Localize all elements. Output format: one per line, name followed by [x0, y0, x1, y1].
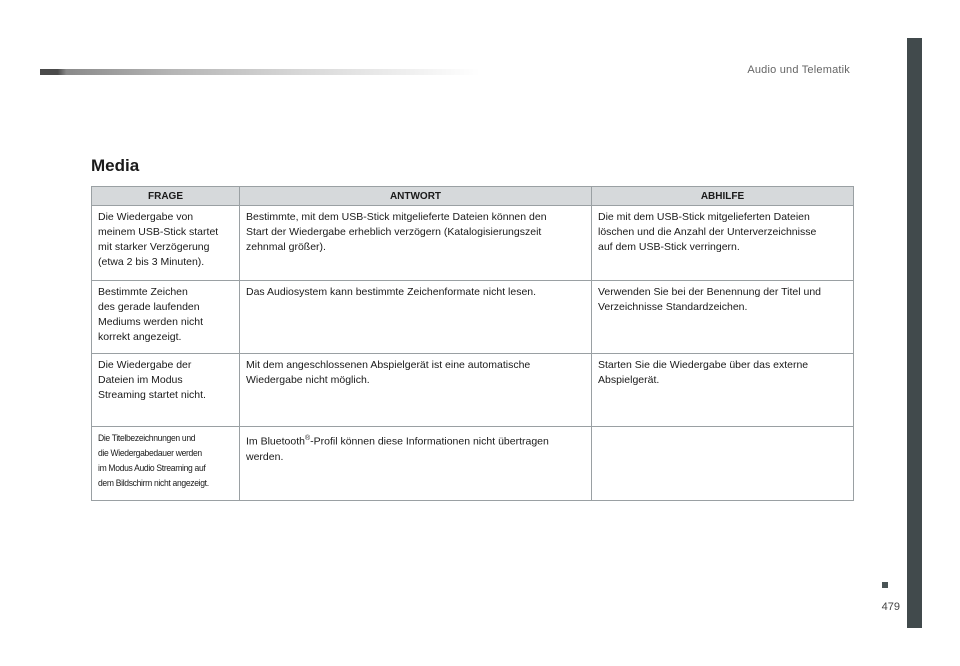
cell-line: des gerade laufenden	[98, 301, 200, 313]
cell-line: Verwenden Sie bei der Benennung der Titel und	[598, 286, 821, 298]
cell-line: Streaming startet nicht.	[98, 389, 206, 401]
cell-line: im Modus Audio Streaming auf	[98, 463, 206, 473]
registered-mark: ®	[304, 435, 311, 442]
cell-antwort	[240, 427, 592, 501]
cell-line: löschen und die Anzahl der Unterverzeichnisse	[598, 226, 817, 238]
cell-line: Die mit dem USB-Stick mitgelieferten Dateien	[598, 211, 810, 223]
cell-line: Starten Sie die Wiedergabe über das externe	[598, 359, 809, 371]
cell-line: Dateien im Modus	[98, 374, 183, 386]
table-row	[92, 281, 854, 354]
cell-line: Die Wiedergabe der	[98, 359, 192, 371]
cell-line: Mit dem angeschlossenen Abspielgerät ist eine automatische	[246, 359, 531, 371]
cell-line: Bestimmte Zeichen	[98, 286, 188, 298]
column-header-frage: FRAGE	[92, 187, 240, 206]
cell-abhilfe	[592, 354, 854, 427]
cell-line: Die Wiedergabe von	[98, 211, 194, 223]
cell-line: Start der Wiedergabe erheblich verzögern (Katalogisierungszeit	[246, 226, 542, 238]
cell-line: die Wiedergabedauer werden	[98, 448, 202, 458]
cell-line	[246, 431, 586, 450]
cell-line: Mediums werden nicht	[98, 316, 204, 328]
table-header-row	[92, 187, 854, 206]
cell-antwort	[240, 206, 592, 281]
column-header-antwort: ANTWORT	[240, 187, 592, 206]
header-gradient-rule	[40, 69, 480, 75]
cell-line: dem Bildschirm nicht angezeigt.	[98, 478, 209, 488]
cell-antwort	[240, 281, 592, 354]
cell-line: werden.	[246, 450, 284, 463]
cell-frage	[92, 281, 240, 354]
chapter-side-tab	[907, 38, 922, 628]
bluetooth-prefix: Im Bluetooth	[246, 435, 305, 448]
cell-line: meinem USB-Stick startet	[98, 226, 219, 238]
cell-abhilfe	[592, 281, 854, 354]
cell-line: Abspielgerät.	[598, 374, 660, 386]
faq-table	[91, 186, 854, 501]
cell-frage	[92, 427, 240, 501]
bluetooth-suffix: -Profil können diese Informationen nicht übertragen	[310, 435, 549, 448]
page-number: 479	[881, 601, 900, 613]
cell-abhilfe-empty	[592, 427, 854, 501]
page-marker-square	[882, 582, 888, 588]
cell-antwort	[240, 354, 592, 427]
cell-line: Bestimmte, mit dem USB-Stick mitgelieferte Dateien können den	[246, 211, 547, 223]
cell-line: Die Titelbezeichnungen und	[98, 433, 196, 443]
cell-line: Wiedergabe nicht möglich.	[246, 374, 370, 386]
condensed-question-text	[98, 431, 245, 491]
cell-frage	[92, 206, 240, 281]
chapter-title: Audio und Telematik	[747, 64, 850, 76]
column-header-abhilfe: ABHILFE	[592, 187, 854, 206]
cell-abhilfe	[592, 206, 854, 281]
cell-line: Verzeichnisse Standardzeichen.	[598, 301, 748, 313]
table-row	[92, 354, 854, 427]
cell-line: Das Audiosystem kann bestimmte Zeichenformate nicht lesen.	[246, 286, 537, 298]
cell-line: korrekt angezeigt.	[98, 331, 182, 343]
cell-line: zehnmal größer).	[246, 241, 326, 253]
section-title: Media	[91, 156, 140, 175]
cell-line: (etwa 2 bis 3 Minuten).	[98, 256, 205, 268]
cell-line: mit starker Verzögerung	[98, 241, 210, 253]
table-row	[92, 427, 854, 501]
table-row	[92, 206, 854, 281]
cell-frage	[92, 354, 240, 427]
cell-line: auf dem USB-Stick verringern.	[598, 241, 740, 253]
